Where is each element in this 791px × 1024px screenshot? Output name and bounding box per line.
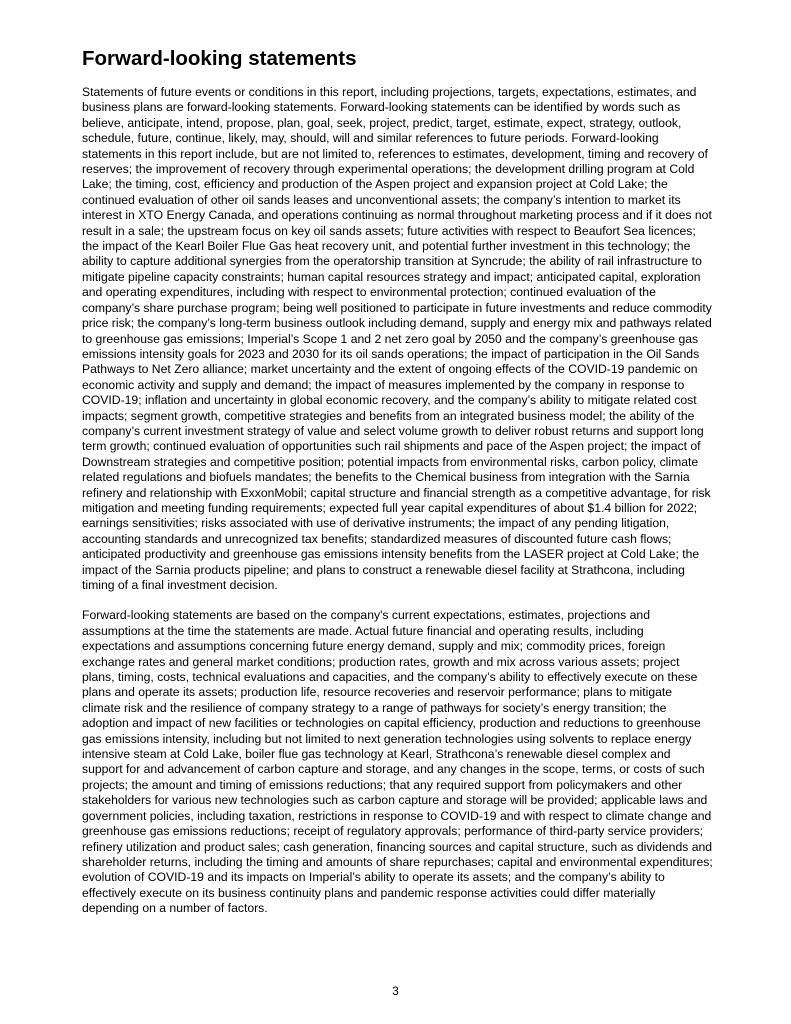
page-content [82, 45, 714, 917]
page-number: 3 [392, 984, 399, 998]
paragraph-statements-scope: Statements of future events or conditions in this report, including projections, targets, expectations, estimates, and business plans are forward-looking statements. Forward-looking statements can be identified by words such as believe, anticipate, intend, propose, plan, goal, seek, project, predict, target, estimate, expect, strategy, outlook, schedule, future, continue, likely, may, should, will and similar references to future periods. Forward-looking statements in this report include, but are not limited to, references to estimates, development, timing and recovery of reserves; the improvement of recovery through experimental operations; the development drilling program at Cold Lake; the timing, cost, efficiency and production of the Aspen project and expansion project at Cold Lake; the continued evaluation of other oil sands leases and unconventional assets; the company’s intention to market its interest in XTO Energy Canada, and operations continuing as normal throughout marketing process and if it does not result in a sale; the upstream focus on key oil sands assets; future activities with respect to Beaufort Sea licences; the impact of the Kearl Boiler Flue Gas heat recovery unit, and potential further investment in this technology; the ability to capture additional synergies from the operatorship transition at Syncrude; the ability of rail infrastructure to mitigate pipeline capacity constraints; human capital resources strategy and impact; anticipated capital, exploration and operating expenditures, including with respect to environmental protection; continued evaluation of the company’s share purchase program; being well positioned to participate in future investments and reduce commodity price risk; the company’s long-term business outlook including demand, supply and energy mix and pathways related to greenhouse gas emissions; Imperial’s Scope 1 and 2 net zero goal by 2050 and the company’s greenhouse gas emissions intensity goals for 2023 and 2030 for its oil sands operations; the impact of participation in the Oil Sands Pathways to Net Zero alliance; market uncertainty and the extent of ongoing effects of the COVID-19 pandemic on economic activity and supply and demand; the impact of measures implemented by the company in response to COVID-19; inflation and uncertainty in global economic recovery, and the company’s ability to mitigate related cost impacts; segment growth, competitive strategies and benefits from an integrated business model; the ability of the company’s current investment strategy of value and select volume growth to deliver robust returns and support long term growth; continued evaluation of opportunities such rail shipments and pace of the Aspen project; the impact of Downstream strategies and competitive position; potential impacts from environmental risks, carbon policy, climate related regulations and biofuels mandates; the benefits to the Chemical business from integration with the Sarnia refinery and relationship with ExxonMobil; capital structure and financial strength as a competitive advantage, for risk mitigation and meeting funding requirements; expected full year capital expenditures of about $1.4 billion for 2022; earnings sensitivities; risks associated with use of derivative instruments; the impact of any pending litigation, accounting standards and unrecognized tax benefits; standardized measures of discounted future cash flows; anticipated productivity and greenhouse gas emissions intensity benefits from the LASER project at Cold Lake; the impact of the Sarnia products pipeline; and plans to construct a renewable diesel facility at Strathcona, including timing of a final investment decision. [82, 85, 712, 592]
paragraph-assumptions: Forward-looking statements are based on the company's current expectations, estimates, projections and assumptions at the time the statements are made. Actual future financial and operating results, including expectations and assumptions concerning future energy demand, supply and mix; commodity prices, foreign exchange rates and general market conditions; production rates, growth and mix across various assets; project plans, timing, costs, technical evaluations and capacities, and the company’s ability to effectively execute on these plans and operate its assets; production life, resource recoveries and reservoir performance; plans to mitigate climate risk and the resilience of company strategy to a range of pathways for society’s energy transition; the adoption and impact of new facilities or technologies on capital efficiency, production and reductions to greenhouse gas emissions intensity, including but not limited to next generation technologies using solvents to replace energy intensive steam at Cold Lake, boiler flue gas technology at Kearl, Strathcona’s renewable diesel complex and support for and advancement of carbon capture and storage, and any changes in the scope, terms, or costs of such projects; the amount and timing of emissions reductions; that any required support from policymakers and other stakeholders for various new technologies such as carbon capture and storage will be provided; applicable laws and government policies, including taxation, restrictions in response to COVID-19 and with respect to climate change and greenhouse gas emissions reductions; receipt of regulatory approvals; performance of third-party service providers; refinery utilization and product sales; cash generation, financing sources and capital structure, such as dividends and shareholder returns, including the timing and amounts of share repurchases; capital and environmental expenditures; evolution of COVID-19 and its impacts on Imperial’s ability to operate its assets; and the company’s ability to effectively execute on its business continuity plans and pandemic response activities could differ materially depending on a number of factors. [82, 608, 713, 916]
page-title: Forward-looking statements [82, 47, 357, 70]
